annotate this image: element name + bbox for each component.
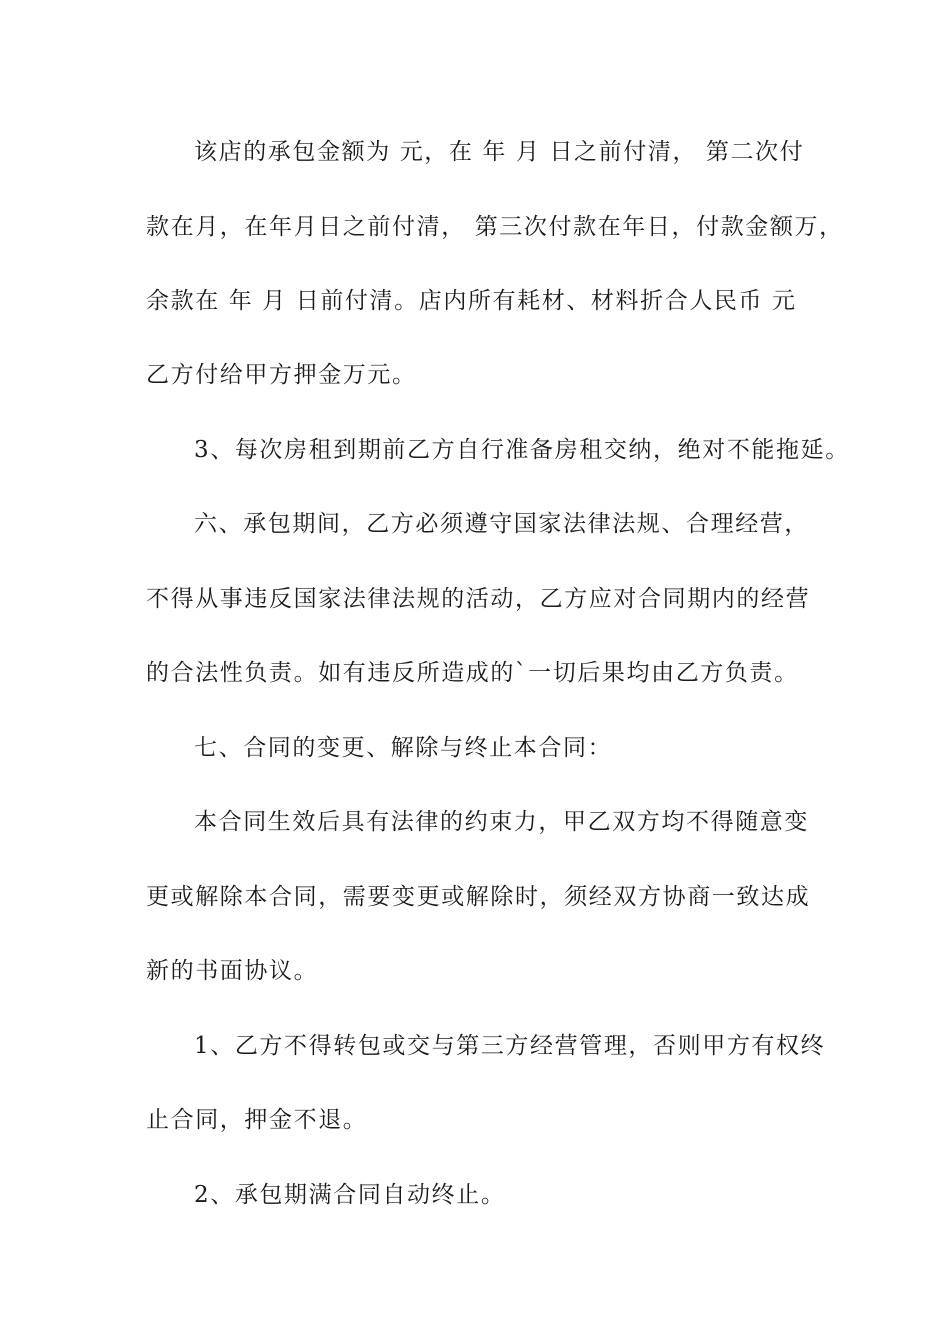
- section-heading: 七、合同的变更、解除与终止本合同：: [194, 735, 613, 761]
- paragraph-line: 2、承包期满合同自动终止。: [194, 1182, 506, 1208]
- paragraph-line: 不得从事违反国家法律法规的活动，乙方应对合同期内的经营: [146, 586, 811, 612]
- paragraph-line: 的合法性负责。如有违反所造成的`一切后果均由乙方负责。: [146, 660, 799, 686]
- paragraph-line: 余款在 年 月 日前付清。店内所有耗材、材料折合人民币 元: [146, 288, 797, 314]
- paragraph-line: 1、乙方不得转包或交与第三方经营管理，否则甲方有权终: [194, 1033, 826, 1059]
- paragraph-line: 本合同生效后具有法律的约束力，甲乙双方均不得随意变: [194, 809, 809, 835]
- paragraph-line: 该店的承包金额为 元，在 年 月 日之前付清， 第二次付: [194, 139, 805, 165]
- paragraph-line: 3、每次房租到期前乙方自行准备房租交纳，绝对不能拖延。: [194, 437, 850, 463]
- paragraph-line: 新的书面协议。: [146, 958, 319, 984]
- paragraph-line: 款在月，在年月日之前付清， 第三次付款在年日，付款金额万，: [146, 214, 844, 240]
- paragraph-line: 乙方付给甲方押金万元。: [146, 362, 417, 388]
- paragraph-line: 六、承包期间，乙方必须遵守国家法律法规、合理经营，: [194, 511, 809, 537]
- paragraph-line: 更或解除本合同，需要变更或解除时，须经双方协商一致达成: [146, 884, 811, 910]
- paragraph-line: 止合同，押金不退。: [146, 1107, 368, 1133]
